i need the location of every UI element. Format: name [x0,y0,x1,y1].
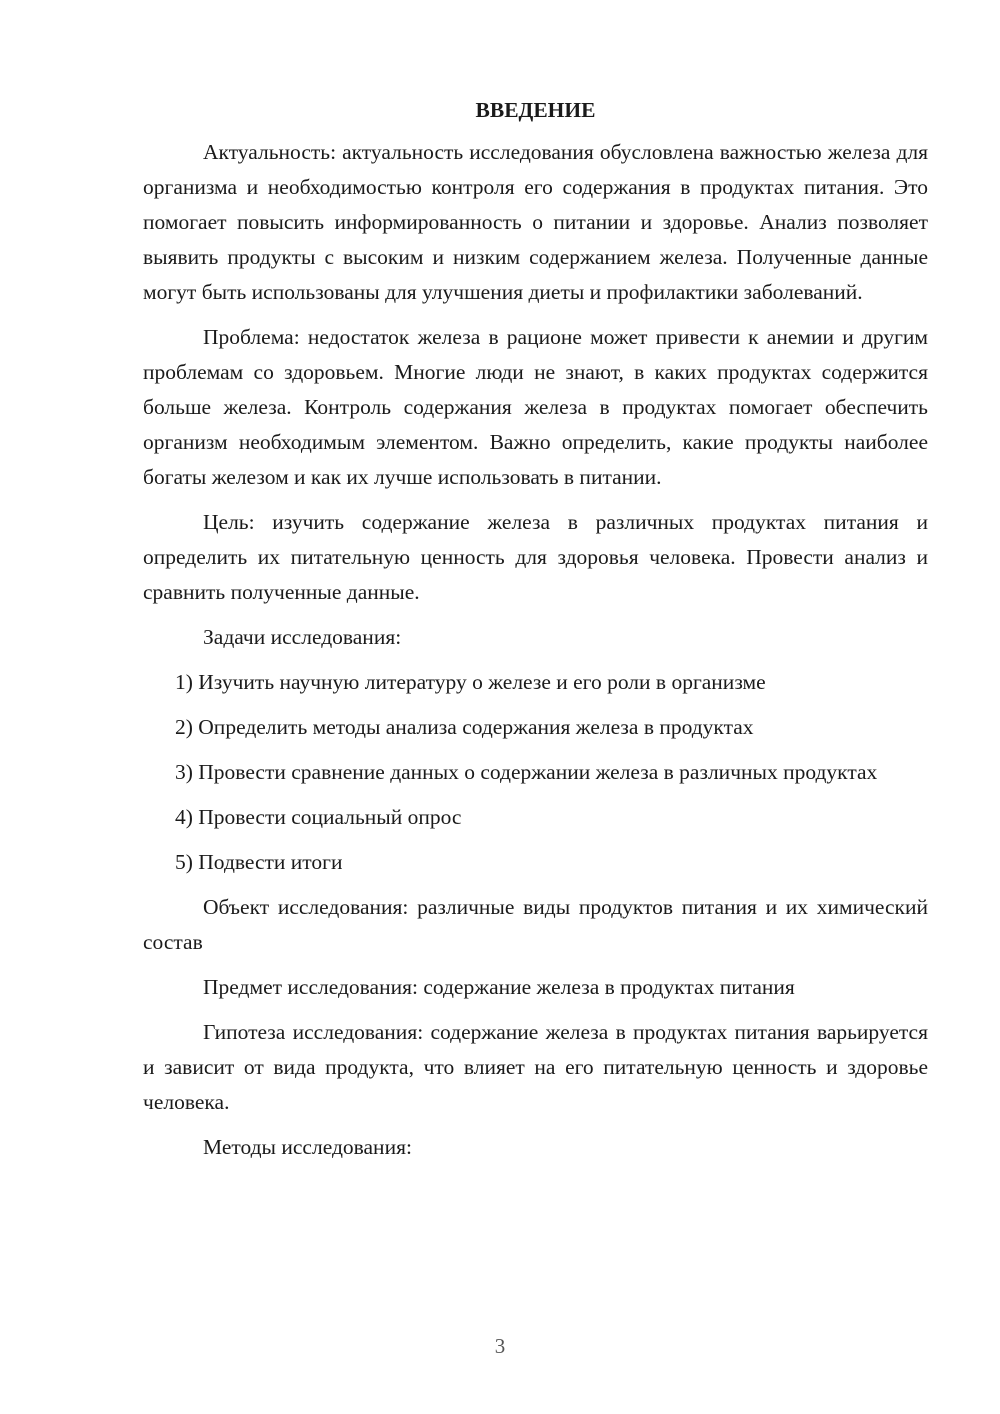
paragraph-methods-heading: Методы исследования: [203,1135,412,1159]
task-item-3: 3) Провести сравнение данных о содержании железа в различных продуктах [175,760,878,784]
task-item-5: 5) Подвести итоги [175,850,343,874]
page-number: 3 [494,1334,506,1358]
paragraph-goal: Цель: изучить содержание железа в различных продуктах питания и определить их питательную ценность для здоровья человека. Провести анализ и сравнить полученные данные. [143,510,928,604]
task-item-2: 2) Определить методы анализа содержания железа в продуктах [175,715,754,739]
paragraph-relevance: Актуальность: актуальность исследования обусловлена важностью железа для организма и необходимостью контроля его содержания в продуктах питания. Это помогает повысить информированность о питании и здоровье. Анализ позволяет выявить продукты с высоким и низким содержанием железа. Полученные данные могут быть использованы для улучшения диеты и профилактики заболеваний. [143,140,928,304]
paragraph-object: Объект исследования: различные виды продуктов питания и их химический состав [143,895,928,954]
paragraph-tasks-heading: Задачи исследования: [203,625,402,649]
task-item-1: 1) Изучить научную литературу о железе и его роли в организме [175,670,766,694]
document-page [143,96,928,1175]
paragraph-problem: Проблема: недостаток железа в рационе может привести к анемии и другим проблемам со здоровьем. Многие люди не знают, в каких продуктах содержится больше железа. Контроль содержания железа в продуктах помогает обеспечить организм необходимым элементом. Важно определить, какие продукты наиболее богаты железом и как их лучше использовать в питании. [143,325,928,489]
task-item-4: 4) Провести социальный опрос [175,805,462,829]
paragraph-hypothesis: Гипотеза исследования: содержание железа в продуктах питания варьируется и зависит от вида продукта, что влияет на его питательную ценность и здоровье человека. [143,1020,928,1114]
paragraph-subject: Предмет исследования: содержание железа в продуктах питания [203,975,795,999]
page-title: ВВЕДЕНИЕ [475,98,596,122]
